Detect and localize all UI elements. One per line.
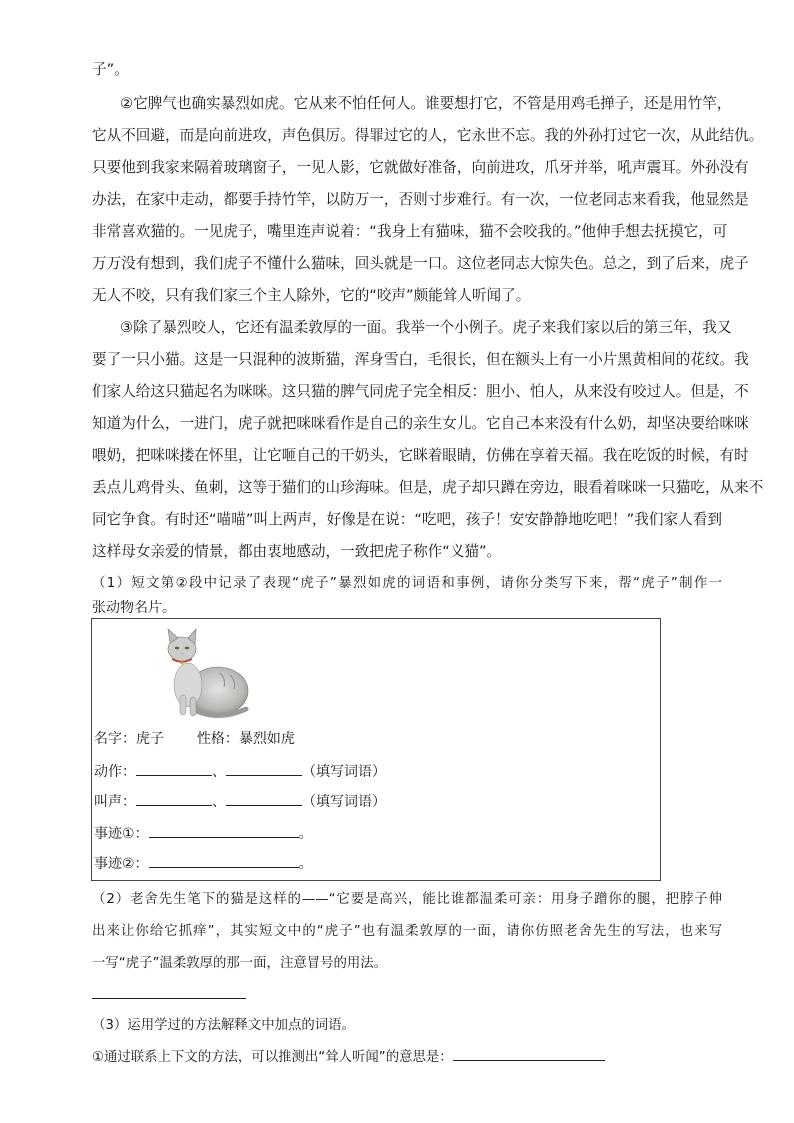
para3-line: 知道为什么，一进门，虎子就把咪咪看作是自己的亲生女儿。它自己本来没有什么奶，却坚决要给咪咪: [92, 415, 749, 432]
name-label: 名字：: [94, 731, 136, 747]
para3-line: 们家人给这只猫起名为咪咪。这只猫的脾气同虎子完全相反：胆小、怕人，从来没有咬过人。但是，不: [92, 383, 749, 400]
question-1-line: 张动物名片。: [92, 600, 176, 616]
para3-line: ③除了暴烈咬人，它还有温柔敦厚的一面。我举一个小例子。虎子来我们家以后的第三年，我又: [120, 319, 732, 336]
para2-line: 非常喜欢猫的。一见虎子，嘴里连声说着：“我身上有猫味，猫不会咬我的。”他伸手想去抚摸它，可: [92, 223, 728, 240]
para2-line: 只要他到我家来隔着玻璃窗子，一见人影，它就做好准备，向前进攻，爪牙并举，吼声震耳。外孙没有: [92, 159, 749, 176]
para2-line: 它从不回避，而是向前进攻，声色俱厉。得罪过它的人，它永世不忘。我的外孙打过它一次，从此结仇。: [92, 127, 764, 144]
card-action-row: [94, 761, 386, 782]
action-blank-2[interactable]: [226, 761, 302, 776]
para3-line: 要了一只小猫。这是一只混种的波斯猫，浑身雪白，毛很长，但在额头上有一小片黑黄相间的花纹。我: [92, 351, 749, 368]
question-2-line: （2）老舍先生笔下的猫是这样的——“它要是高兴，能比谁都温柔可亲：用身子蹭你的腿，把脖子伸: [92, 892, 722, 907]
separator: 、: [212, 794, 226, 810]
para3-line: 这样母女亲爱的情景，都由衷地感动，一致把虎子称作“义猫”。: [92, 543, 502, 560]
question-2-line: 出来让你给它抓痒”，其实短文中的“虎子”也有温柔敦厚的一面，请你仿照老舍先生的写法，也来写: [92, 924, 722, 939]
animal-card: [91, 618, 661, 881]
period: 。: [298, 856, 313, 872]
para2-line: 无人不咬，只有我们家三个主人除外，它的“咬声”颇能耸人听闻了。: [92, 287, 531, 304]
card-sound-row: [94, 791, 386, 812]
fill-hint: （填写词语）: [302, 794, 386, 810]
deed2-label: 事迹②：: [94, 856, 149, 872]
question-2-line: 一写“虎子”温柔敦厚的那一面，注意冒号的用法。: [92, 956, 388, 971]
deed1-label: 事迹①：: [94, 826, 149, 842]
trait-value: 暴烈如虎: [238, 731, 295, 747]
cat-illustration: [160, 623, 256, 723]
question-3-1-text: ①通过联系上下文的方法，可以推测出“耸人听闻”的意思是：: [92, 1050, 453, 1065]
para3-line: 喂奶，把咪咪搂在怀里，让它咂自己的干奶头，它眯着眼睛，仿佛在享着天福。我在吃饭的时候，有时: [92, 447, 749, 464]
deed2-blank[interactable]: [149, 853, 299, 868]
period: 。: [298, 826, 313, 842]
para2-line: ②它脾气也确实暴烈如虎。它从来不怕任何人。谁要想打它，不管是用鸡毛掸子，还是用竹竿，: [120, 95, 732, 112]
action-label: 动作：: [94, 764, 136, 780]
question-3: （3）运用学过的方法解释文中加点的词语。: [92, 1018, 355, 1033]
para1-tail: 子”。: [92, 61, 129, 78]
card-name-row: [94, 729, 295, 749]
deed1-blank[interactable]: [149, 823, 299, 838]
action-blank-1[interactable]: [136, 761, 212, 776]
para2-line: 办法，在家中走动，都要手持竹竿，以防万一，否则寸步难行。有一次，一位老同志来看我，他显然是: [92, 191, 749, 208]
question-1-line: （1）短文第②段中记录了表现“虎子”暴烈如虎的词语和事例，请你分类写下来，帮“虎子”制作一: [92, 576, 722, 591]
para3-line: 丢点儿鸡骨头、鱼刺，这等于猫们的山珍海味。但是，虎子却只蹲在旁边，眼看着咪咪一只猫吃，从来不: [92, 479, 764, 496]
sound-blank-1[interactable]: [136, 791, 212, 806]
name-value: 虎子: [136, 731, 164, 747]
fill-hint: （填写词语）: [302, 764, 386, 780]
question-3-1: [92, 1046, 722, 1068]
sound-blank-2[interactable]: [226, 791, 302, 806]
card-deed2-row: [94, 853, 313, 874]
separator: 、: [212, 764, 226, 780]
question-3-1-blank[interactable]: [453, 1046, 605, 1061]
sound-label: 叫声：: [94, 794, 136, 810]
trait-label: 性格：: [196, 731, 239, 747]
answer-line[interactable]: [92, 998, 246, 999]
card-deed1-row: [94, 823, 313, 844]
para2-line: 万万没有想到，我们虎子不懂什么猫味，回头就是一口。这位老同志大惊失色。总之，到了后来，虎子: [92, 255, 749, 272]
para3-line: 同它争食。有时还“喵喵”叫上两声，好像是在说：“吃吧，孩子！安安静静地吃吧！”我们家人看到: [92, 511, 722, 528]
